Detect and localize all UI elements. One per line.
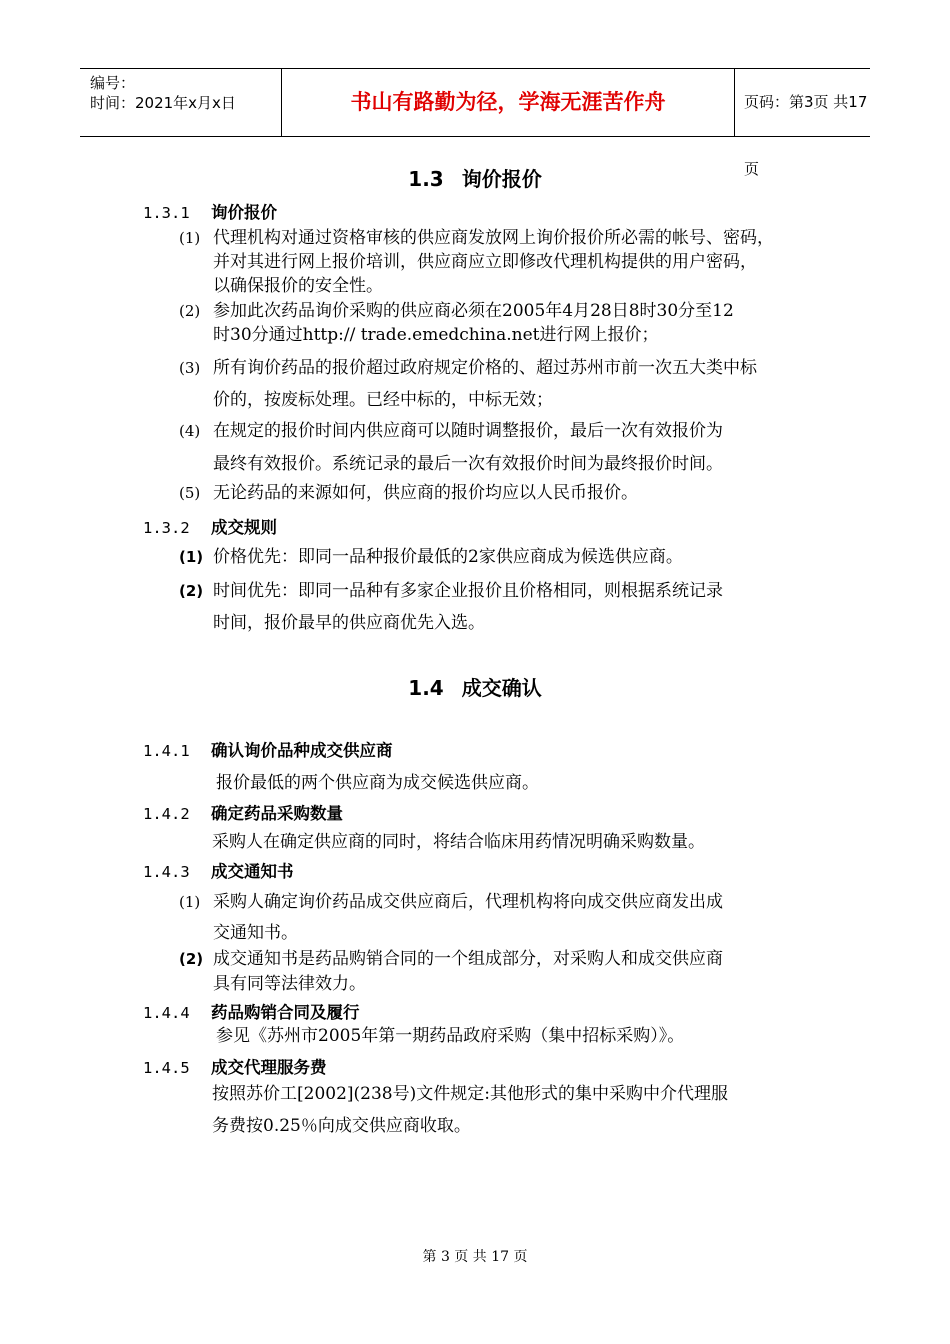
page-header <box>80 68 870 178</box>
page-footer: 第 3 页 共 17 页 <box>422 1249 528 1265</box>
list-item: (2) 参加此次药品询价采购的供应商必须在2005年4月28日8时30分至12 时30分通过http:// trade.emedchina.net进行网上报价； <box>179 301 734 345</box>
subsection-heading-1-4-2: 1.4.2 确定药品采购数量 <box>143 804 343 823</box>
date-label: 时间：2021年x月x日 <box>90 94 236 112</box>
header-page-label: 页码：第3页 共17页 <box>744 93 868 178</box>
list-item: (2) 时间优先：即同一品种有多家企业报价且价格相同，则根据系统记录 时间，报价最早的供应商优先入选。 <box>179 581 723 633</box>
subsection-heading-1-3-2: 1.3.2 成交规则 <box>143 518 277 537</box>
header-meta-cell <box>80 69 282 136</box>
list-item: (3) 所有询价药品的报价超过政府规定价格的、超过苏州市前一次五大类中标 价的，按废标处理。已经中标的，中标无效； <box>179 358 757 410</box>
list-item: (1) 价格优先：即同一品种报价最低的2家供应商成为候选供应商。 <box>179 547 683 567</box>
subsection-heading-1-4-1: 1.4.1 确认询价品种成交供应商 <box>143 741 393 760</box>
header-motto: 书山有路勤为径，学海无涯苦作舟 <box>282 69 735 136</box>
paragraph: 报价最低的两个供应商为成交候选供应商。 <box>216 773 539 793</box>
doc-number-label: 编号： <box>90 74 136 92</box>
subsection-heading-1-3-1: 1.3.1 询价报价 <box>143 203 277 222</box>
paragraph: 按照苏价工[2002](238号)文件规定:其他形式的集中采购中介代理服 务费按0.25％向成交供应商收取。 <box>212 1084 728 1136</box>
list-item: (2) 成交通知书是药品购销合同的一个组成部分，对采购人和成交供应商 具有同等法律效力。 <box>179 949 723 994</box>
paragraph: 采购人在确定供应商的同时，将结合临床用药情况明确采购数量。 <box>212 832 705 852</box>
subsection-heading-1-4-3: 1.4.3 成交通知书 <box>143 862 294 881</box>
section-heading-1-4: 1.4 成交确认 <box>408 676 542 700</box>
subsection-heading-1-4-4: 1.4.4 药品购销合同及履行 <box>143 1003 360 1022</box>
list-item: (1) 代理机构对通过资格审核的供应商发放网上询价报价所必需的帐号、密码， 并对其进行网上报价培训，供应商应立即修改代理机构提供的用户密码， 以确保报价的安全性。 <box>179 228 774 296</box>
subsection-heading-1-4-5: 1.4.5 成交代理服务费 <box>143 1058 327 1077</box>
list-item: (5) 无论药品的来源如何，供应商的报价均应以人民币报价。 <box>179 483 638 503</box>
section-heading-1-3: 1.3 询价报价 <box>408 167 542 191</box>
list-item: (4) 在规定的报价时间内供应商可以随时调整报价，最后一次有效报价为 最终有效报价。系统记录的最后一次有效报价时间为最终报价时间。 <box>179 421 723 474</box>
list-item: (1) 采购人确定询价药品成交供应商后，代理机构将向成交供应商发出成 交通知书。 <box>179 892 723 943</box>
paragraph: 参见《苏州市2005年第一期药品政府采购（集中招标采购）》。 <box>216 1026 685 1046</box>
